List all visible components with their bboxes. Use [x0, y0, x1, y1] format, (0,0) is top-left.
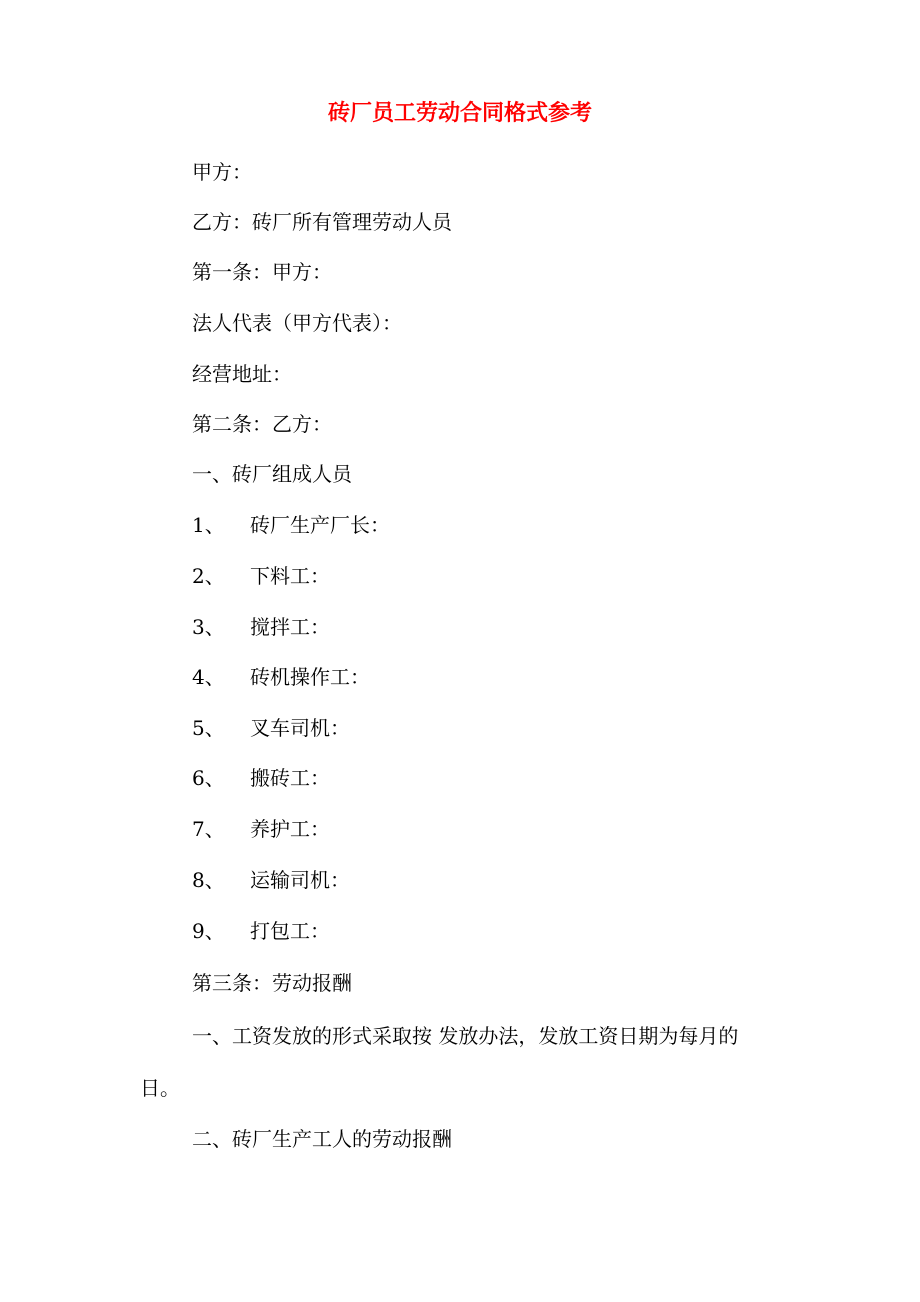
document-title: 砖厂员工劳动合同格式参考 — [327, 100, 592, 126]
section-1-heading: 一、砖厂组成人员 — [192, 462, 352, 486]
staff-item-role: 叉车司机： — [250, 716, 350, 740]
section-2-heading: 二、砖厂生产工人的劳动报酬 — [192, 1127, 452, 1151]
wage-clause-paragraph: 一、工资发放的形式采取按 发放办法，发放工资日期为每月的 日。 — [140, 1024, 739, 1100]
staff-item-role: 下料工： — [250, 564, 330, 588]
staff-item-number: 7、 — [192, 817, 225, 841]
staff-list-item — [192, 916, 330, 946]
staff-list-item — [192, 662, 370, 692]
staff-item-number: 9、 — [192, 919, 225, 943]
party-a-line: 甲方： — [192, 160, 252, 184]
article-3-heading: 第三条：劳动报酬 — [192, 971, 352, 995]
staff-item-role: 搅拌工： — [250, 615, 330, 639]
staff-item-role: 打包工： — [250, 919, 330, 943]
staff-list-item — [192, 763, 330, 793]
staff-list-item — [192, 510, 390, 540]
staff-item-number: 5、 — [192, 716, 225, 740]
article-1-heading: 第一条：甲方： — [192, 260, 332, 284]
staff-list-item — [192, 713, 350, 743]
legal-representative-line: 法人代表（甲方代表）： — [192, 311, 402, 335]
staff-item-number: 3、 — [192, 615, 225, 639]
staff-item-number: 6、 — [192, 766, 225, 790]
staff-list-item — [192, 814, 330, 844]
business-address-line: 经营地址： — [192, 362, 292, 386]
staff-list-item — [192, 612, 330, 642]
staff-list-item — [192, 865, 350, 895]
article-2-heading: 第二条：乙方： — [192, 412, 332, 436]
staff-item-number: 4、 — [192, 665, 225, 689]
staff-item-role: 搬砖工： — [250, 766, 330, 790]
staff-item-number: 1、 — [192, 513, 225, 537]
staff-item-role: 砖厂生产厂长： — [250, 513, 390, 537]
party-b-line: 乙方：砖厂所有管理劳动人员 — [192, 210, 452, 234]
staff-list-item — [192, 561, 330, 591]
staff-item-role: 养护工： — [250, 817, 330, 841]
staff-item-role: 运输司机： — [250, 868, 350, 892]
staff-item-number: 2、 — [192, 564, 225, 588]
staff-item-number: 8、 — [192, 868, 225, 892]
staff-item-role: 砖机操作工： — [250, 665, 370, 689]
